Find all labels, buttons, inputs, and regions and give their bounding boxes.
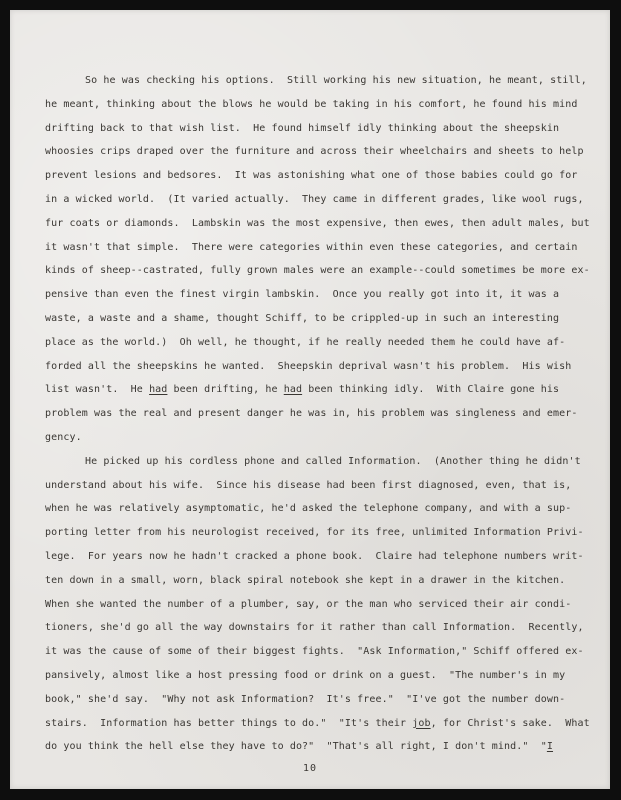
text-segment: list wasn't. He <box>45 384 150 396</box>
text-line <box>45 474 593 498</box>
text-line <box>45 664 593 688</box>
text-line <box>45 355 593 379</box>
underlined-word: had <box>283 384 303 396</box>
text-segment: porting letter from his neurologist received, for its free, unlimited Information Privi- <box>45 527 584 539</box>
text-line <box>45 117 593 141</box>
text-line <box>45 402 593 426</box>
text-segment: tioners, she'd go all the way downstairs for it rather than call Information. Recently, <box>45 622 584 634</box>
text-line <box>45 426 593 450</box>
text-line <box>45 735 593 759</box>
text-line <box>45 593 593 617</box>
text-line <box>45 640 593 664</box>
text-line <box>45 93 593 117</box>
page-paper <box>10 10 610 789</box>
text-segment: when he was relatively asymptomatic, he'd asked the telephone company, and with a sup- <box>45 503 572 515</box>
text-segment: He picked up his cordless phone and called Information. (Another thing he didn't <box>85 455 581 467</box>
text-segment: been drifting, he <box>167 384 284 396</box>
text-line <box>45 450 593 474</box>
text-segment: it was the cause of some of their biggest fights. "Ask Information," Schiff offered ex- <box>45 646 584 658</box>
text-line <box>45 164 593 188</box>
text-segment: So he was checking his options. Still working his new situation, he meant, still, <box>85 75 587 86</box>
text-segment: whoosies crips draped over the furniture and across their wheelchairs and sheets to help <box>45 146 584 158</box>
text-line <box>45 69 593 93</box>
text-segment: place as the world.) Oh well, he thought, if he really needed them he could have af- <box>45 336 566 348</box>
text-line <box>45 212 593 236</box>
text-segment: problem was the real and present danger he was in, his problem was singleness and emer- <box>45 408 578 420</box>
underlined-word: job <box>412 717 431 729</box>
underlined-word: I <box>546 741 554 753</box>
text-line <box>45 521 593 545</box>
text-segment: prevent lesions and bedsores. It was astonishing what one of those babies could go for <box>45 170 578 182</box>
text-segment: in a wicked world. (It varied actually. They came in different grades, like wool rugs, <box>45 193 584 205</box>
text-line <box>45 569 593 593</box>
underlined-word: had <box>149 384 168 396</box>
text-segment: do you think the hell else they have to do?" "That's all right, I don't mind." " <box>45 741 547 753</box>
text-segment: he meant, thinking about the blows he would be taking in his comfort, he found his mind <box>45 98 578 110</box>
text-segment: waste, a waste and a shame, thought Schiff, to be crippled-up in such an interesting <box>45 312 560 324</box>
text-segment: When she wanted the number of a plumber, say, or the man who serviced their air condi- <box>45 598 572 610</box>
text-segment: , for Christ's sake. What <box>430 717 590 729</box>
text-line <box>45 616 593 640</box>
text-line <box>45 140 593 164</box>
text-line <box>45 712 593 736</box>
text-segment: kinds of sheep--castrated, fully grown males were an example--could sometimes be more ex- <box>45 265 590 277</box>
text-line <box>45 331 593 355</box>
text-line <box>45 259 593 283</box>
text-line <box>45 688 593 712</box>
text-segment: stairs. Information has better things to do." "It's their <box>45 717 413 729</box>
text-line <box>45 307 593 331</box>
text-segment: fur coats or diamonds. Lambskin was the most expensive, then ewes, then adult males, but <box>45 217 590 229</box>
text-segment: pensive than even the finest virgin lambskin. Once you really got into it, it was a <box>45 289 560 301</box>
text-segment: understand about his wife. Since his disease had been first diagnosed, even, that is, <box>45 479 572 491</box>
text-segment: gency. <box>45 431 82 443</box>
text-block <box>45 69 593 759</box>
page-number: 10 <box>302 763 318 774</box>
text-segment: it wasn't that simple. There were categories within even these categories, and certain <box>45 241 578 253</box>
text-line <box>45 497 593 521</box>
text-segment: book," she'd say. "Why not ask Information? It's free." "I've got the number down- <box>45 693 566 705</box>
text-segment: forded all the sheepskins he wanted. Sheepskin deprival wasn't his problem. His wish <box>45 360 572 372</box>
text-line <box>45 283 593 307</box>
text-line <box>45 236 593 260</box>
text-line <box>45 188 593 212</box>
text-segment: lege. For years now he hadn't cracked a phone book. Claire had telephone numbers writ- <box>45 550 584 562</box>
text-segment: pansively, almost like a host pressing food or drink on a guest. "The number's in my <box>45 669 566 681</box>
text-segment: been thinking idly. With Claire gone his <box>302 384 560 396</box>
text-line <box>45 378 593 402</box>
text-segment: ten down in a small, worn, black spiral notebook she kept in a drawer in the kitchen. <box>45 574 566 586</box>
text-line <box>45 545 593 569</box>
text-segment: drifting back to that wish list. He found himself idly thinking about the sheepskin <box>45 122 560 134</box>
